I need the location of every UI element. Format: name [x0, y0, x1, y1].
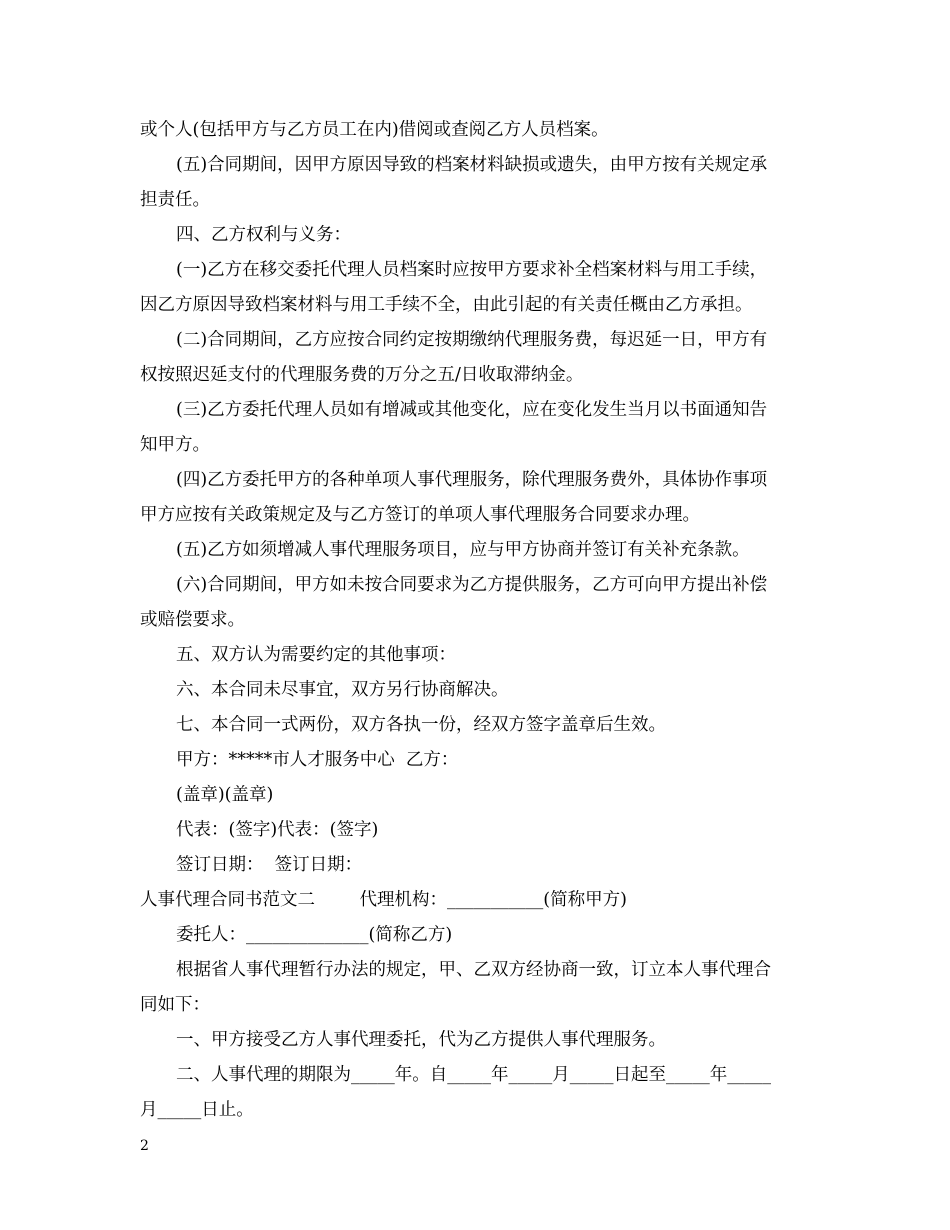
section-heading: 六、本合同未尽事宜，双方另行协商解决。 [176, 680, 509, 700]
principal-line: 委托人：______________(简称乙方) [176, 925, 453, 945]
text-line: 甲方应按有关政策规定及与乙方签订的单项人事代理服务合同要求办理。 [140, 505, 700, 525]
section-heading: 一、甲方接受乙方人事代理委托，代为乙方提供人事代理服务。 [176, 1030, 666, 1050]
contract-title-line: 人事代理合同书范文二 代理机构：___________(简称甲方) [140, 890, 627, 910]
seal-line: (盖章)(盖章) [176, 785, 274, 805]
text-line: (六)合同期间，甲方如未按合同要求为乙方提供服务，乙方可向甲方提出补偿 [176, 575, 768, 595]
date-line: 签订日期： 签订日期： [176, 855, 363, 875]
text-line: 同如下： [140, 995, 210, 1015]
text-line: 权按照迟延支付的代理服务费的万分之五/日收取滞纳金。 [140, 365, 584, 385]
text-line: 或个人(包括甲方与乙方员工在内)借阅或查阅乙方人员档案。 [140, 120, 609, 140]
party-line: 甲方：*****市人才服务中心 乙方： [176, 750, 459, 770]
text-line: 根据省人事代理暂行办法的规定，甲、乙双方经协商一致，订立本人事代理合 [176, 960, 771, 980]
page-number: 2 [140, 1138, 149, 1154]
signature-line: 代表：(签字)代表：(签字) [176, 820, 379, 840]
text-line: 担责任。 [140, 190, 210, 210]
text-line: (四)乙方委托甲方的各种单项人事代理服务，除代理服务费外，具体协作事项 [176, 470, 768, 490]
text-line: (五)合同期间，因甲方原因导致的档案材料缺损或遗失，由甲方按有关规定承 [176, 155, 768, 175]
section-heading: 七、本合同一式两份，双方各执一份，经双方签字盖章后生效。 [176, 715, 666, 735]
text-line: 知甲方。 [140, 435, 210, 455]
text-line: (五)乙方如须增减人事代理服务项目，应与甲方协商并签订有关补充条款。 [176, 540, 750, 560]
text-line: 或赔偿要求。 [140, 610, 245, 630]
section-heading: 五、双方认为需要约定的其他事项： [176, 645, 456, 665]
text-line: (一)乙方在移交委托代理人员档案时应按甲方要求补全档案材料与用工手续， [176, 260, 768, 280]
text-line: 因乙方原因导致档案材料与用工手续不全，由此引起的有关责任概由乙方承担。 [140, 295, 753, 315]
section-heading: 二、人事代理的期限为_____年。自_____年_____月_____日起至_____年_____ [176, 1065, 771, 1085]
text-line: 月_____日止。 [140, 1100, 254, 1120]
section-heading: 四、乙方权利与义务： [176, 225, 351, 245]
text-line: (三)乙方委托代理人员如有增减或其他变化，应在变化发生当月以书面通知告 [176, 400, 768, 420]
text-line: (二)合同期间，乙方应按合同约定按期缴纳代理服务费，每迟延一日，甲方有 [176, 330, 768, 350]
